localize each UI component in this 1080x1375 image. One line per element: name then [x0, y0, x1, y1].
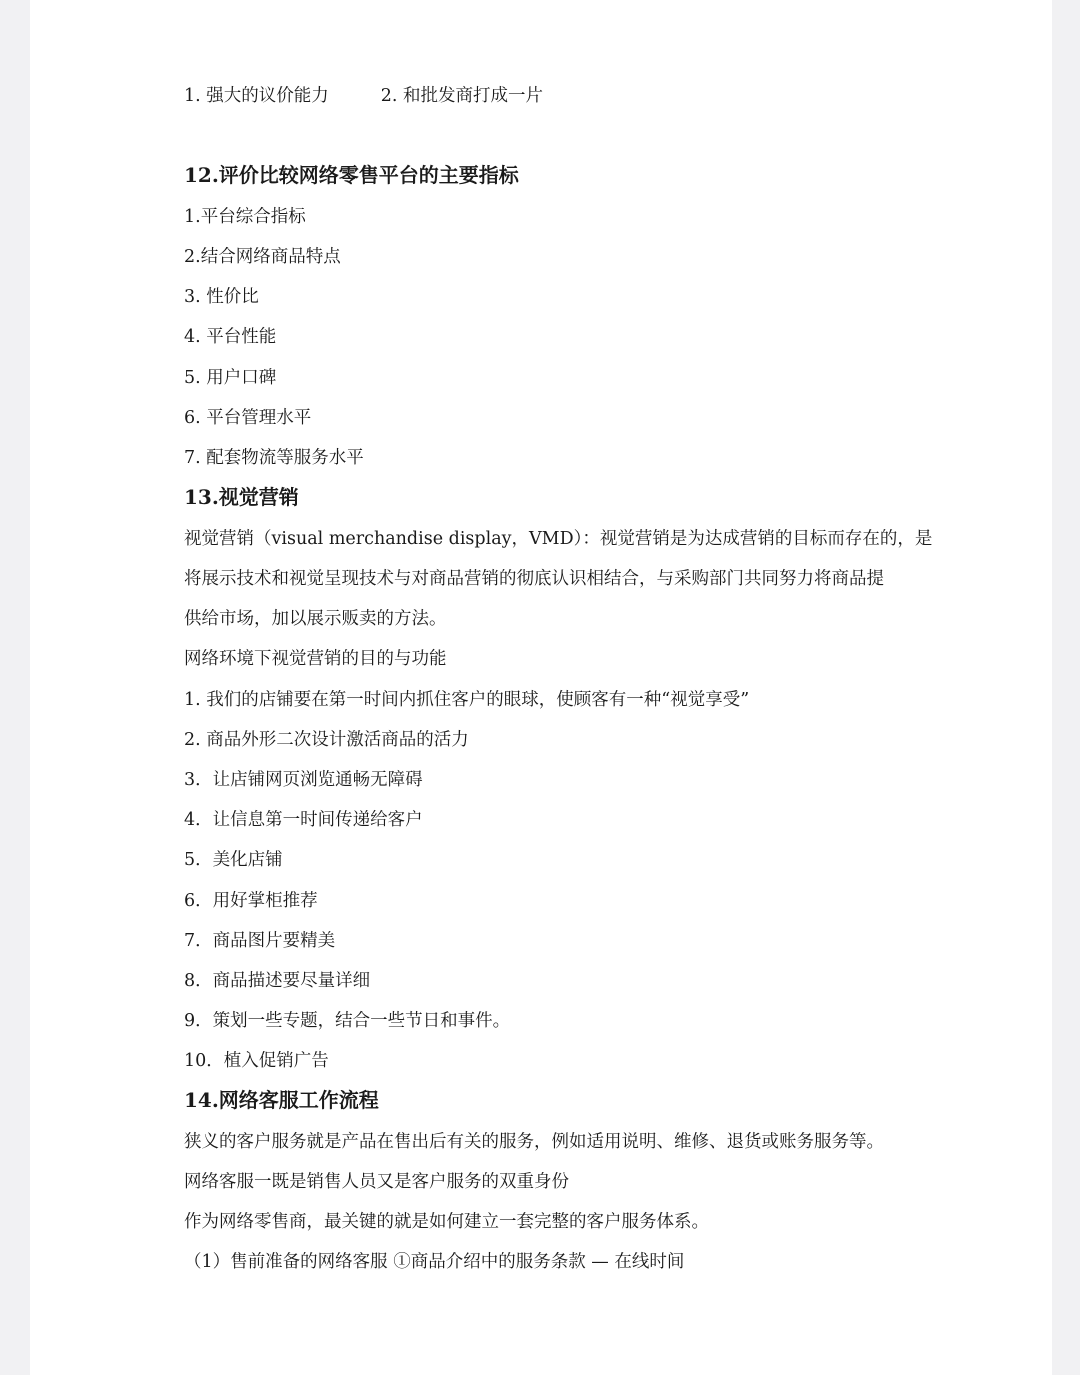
section-13-item: 2. 商品外形二次设计激活商品的活力: [184, 730, 469, 750]
section-13-heading: 13.视觉营销: [184, 485, 299, 509]
section-14-line: （1）售前准备的网络客服 ①商品介绍中的服务条款 — 在线时间: [184, 1252, 685, 1272]
section-14-line: 网络客服一既是销售人员又是客户服务的双重身份: [184, 1172, 569, 1192]
section-13-item: 1. 我们的店铺要在第一时间内抓住客户的眼球，使顾客有一种“视觉享受”: [184, 690, 750, 710]
section-12-item: 7. 配套物流等服务水平: [184, 448, 364, 468]
section-12-item: 2.结合网络商品特点: [184, 247, 341, 267]
section-14-line: 狭义的客户服务就是产品在售出后有关的服务，例如适用说明、维修、退货或账务服务等。: [184, 1132, 884, 1152]
section-13-item: 10．植入促销广告: [184, 1051, 329, 1071]
section-12-item: 3. 性价比: [184, 287, 259, 307]
section-12-item: 4. 平台性能: [184, 327, 277, 347]
section-13-paragraph-line: 供给市场，加以展示贩卖的方法。: [184, 609, 447, 629]
section-13-item: 8．商品描述要尽量详细: [184, 971, 371, 991]
document-page: [30, 0, 1052, 1375]
section-12-heading: 12.评价比较网络零售平台的主要指标: [184, 163, 519, 187]
section-13-item: 6．用好掌柜推荐: [184, 891, 318, 911]
section-14-heading: 14.网络客服工作流程: [184, 1088, 379, 1112]
top-item-1: 1. 强大的议价能力: [184, 86, 329, 106]
section-13-item: 4．让信息第一时间传递给客户: [184, 810, 423, 830]
section-13-item: 7．商品图片要精美: [184, 931, 336, 951]
top-item-2: 2. 和批发商打成一片: [380, 86, 544, 106]
section-13-item: 5．美化店铺: [184, 850, 283, 870]
section-13-paragraph-line: 将展示技术和视觉呈现技术与对商品营销的彻底认识相结合，与采购部门共同努力将商品提: [184, 569, 884, 589]
section-13-item: 9．策划一些专题，结合一些节日和事件。: [184, 1011, 511, 1031]
section-12-item: 5. 用户口碑: [184, 368, 277, 388]
section-13-item: 3．让店铺网页浏览通畅无障碍: [184, 770, 423, 790]
section-14-line: 作为网络零售商，最关键的就是如何建立一套完整的客户服务体系。: [184, 1212, 709, 1232]
top-row: [184, 84, 543, 108]
section-13-subheading: 网络环境下视觉营销的目的与功能: [184, 649, 447, 669]
section-13-paragraph-line: 视觉营销（visual merchandise display，VMD）：视觉营销是为达成营销的目标而存在的，是: [184, 529, 933, 549]
section-12-item: 1.平台综合指标: [184, 207, 306, 227]
section-12-item: 6. 平台管理水平: [184, 408, 312, 428]
